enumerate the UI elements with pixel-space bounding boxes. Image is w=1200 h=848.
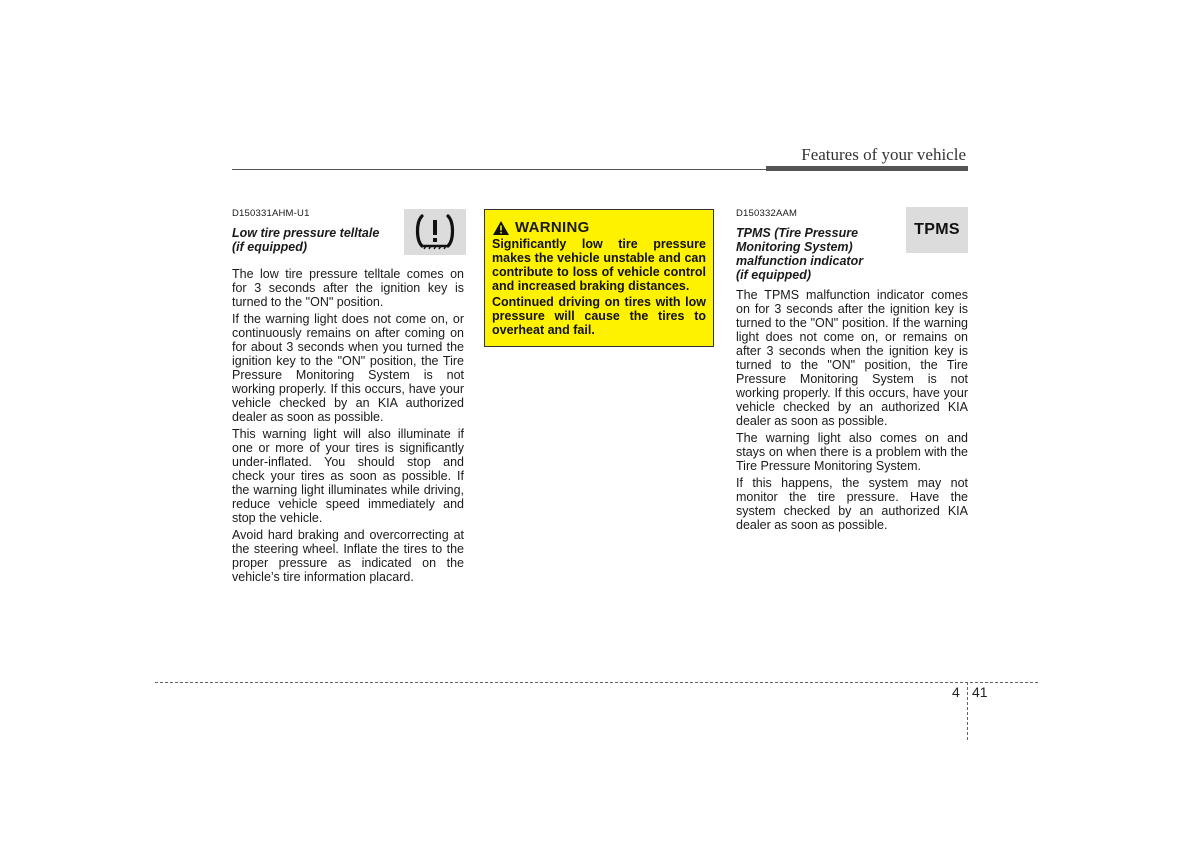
body-paragraph: The TPMS malfunction indicator comes on for 3 seconds after the ignition key is turned to the "ON" position. If the warning light does not come on, or remains on after 3 seconds when the ignition key is turned to the "ON" position, the Tire Pressure Monitoring System is not working properly. If this occurs, have your vehicle checked by an authorized KIA dealer as soon as possible. — [736, 288, 968, 428]
body-paragraph: The warning light also comes on and stays on when there is a problem with the Tire Pressure Monitoring System. — [736, 431, 968, 473]
footer-rule — [155, 682, 1038, 683]
subtitle-line: (if equipped) — [232, 240, 307, 254]
footer-divider — [967, 682, 968, 740]
right-column — [736, 207, 968, 535]
section-code: D150331AHM-U1 — [232, 208, 310, 219]
subtitle-line: Monitoring System) — [736, 240, 853, 254]
header-rule-accent — [766, 166, 968, 171]
body-paragraph: This warning light will also illuminate if one or more of your tires is significantly under-inflated. You should stop and check your tires as soon as possible. If the warning light illuminates while driving, reduce vehicle speed immediately and stop the vehicle. — [232, 427, 464, 525]
warning-title: WARNING — [515, 219, 590, 236]
subtitle-line: malfunction indicator — [736, 254, 864, 268]
subtitle-line: (if equipped) — [736, 268, 811, 282]
body-paragraph: The low tire pressure telltale comes on for 3 seconds after the ignition key is turned to the "ON" position. — [232, 267, 464, 309]
subtitle-line: TPMS (Tire Pressure — [736, 226, 859, 240]
left-column — [232, 207, 464, 587]
warning-paragraph: Continued driving on tires with low pressure will cause the tires to overheat and fail. — [492, 295, 706, 337]
body-paragraph: If this happens, the system may not monitor the tire pressure. Have the system checked by an authorized KIA dealer as soon as possible. — [736, 476, 968, 532]
subtitle-line: Low tire pressure telltale — [232, 226, 380, 240]
page-header-title: Features of your vehicle — [801, 145, 966, 164]
body-paragraph: If the warning light does not come on, or continuously remains on after coming on for about 3 seconds when you turned the ignition key to the "ON" position, the Tire Pressure Monitoring System is not working properly. If this occurs, have your vehicle checked by an KIA authorized dealer as soon as possible. — [232, 312, 464, 424]
body-paragraph: Avoid hard braking and overcorrecting at the steering wheel. Inflate the tires to the proper pressure as indicated on the vehicle’s tire information placard. — [232, 528, 464, 584]
low-tire-pressure-icon — [404, 209, 466, 255]
tpms-icon: TPMS — [906, 207, 968, 253]
section-code: D150332AAM — [736, 208, 798, 219]
section-subtitle — [232, 226, 392, 254]
header-rule — [232, 169, 768, 170]
warning-header — [492, 219, 706, 236]
warning-triangle-icon — [492, 220, 510, 236]
page-number: 41 — [972, 684, 988, 700]
section-subtitle — [736, 226, 896, 282]
chapter-number: 4 — [952, 684, 960, 700]
warning-box — [484, 209, 714, 347]
warning-paragraph: Significantly low tire pressure makes the vehicle unstable and can contribute to loss of vehicle control and increased braking distances. — [492, 237, 706, 293]
